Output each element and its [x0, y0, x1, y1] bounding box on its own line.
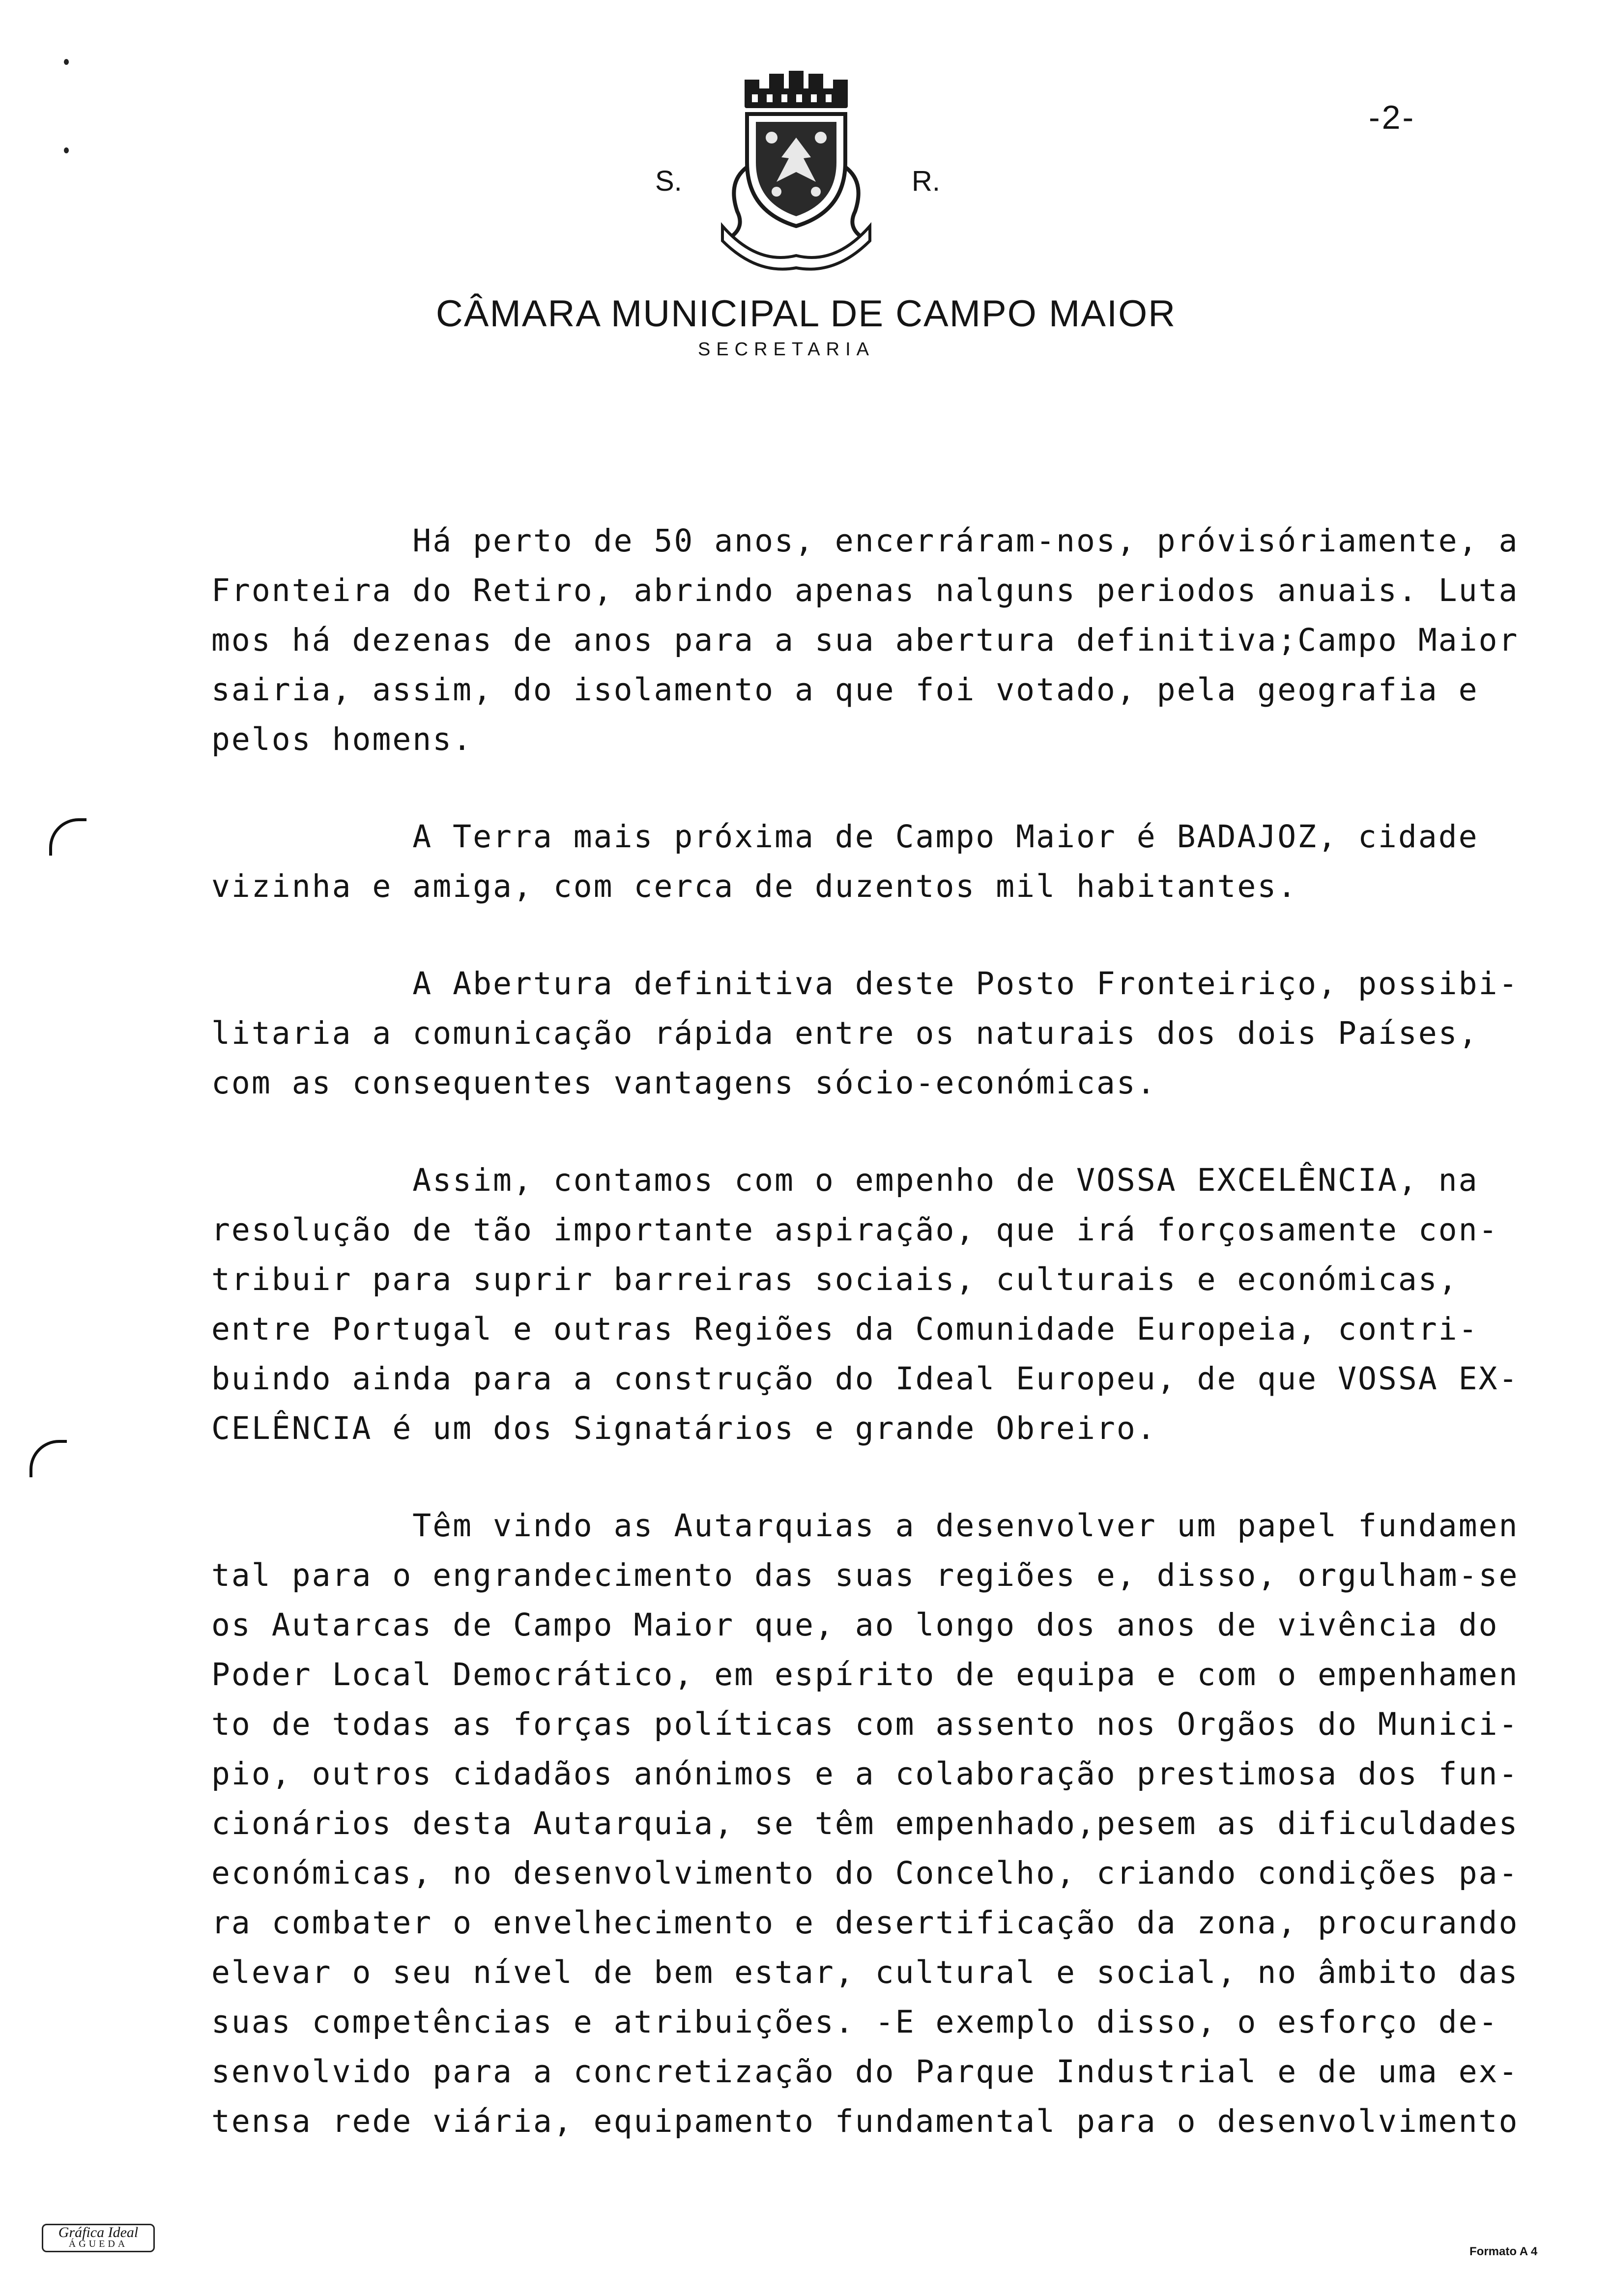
paragraph	[211, 812, 1494, 911]
paragraph	[211, 1501, 1519, 2146]
printer-mark: Gráfica Ideal	[58, 2224, 139, 2240]
text-line: mos há dezenas de anos para a sua abertura definitiva;Campo Maior	[211, 622, 1519, 658]
text-line: A Abertura definitiva deste Posto Fronteiriço, possibi-	[211, 966, 1519, 1002]
text-line: económicas, no desenvolvimento do Concelho, criando condições pa-	[211, 1855, 1519, 1891]
scan-speck	[64, 147, 69, 153]
municipality-name: CÂMARA MUNICIPAL DE CAMPO MAIOR	[435, 293, 1177, 335]
text-line: vizinha e amiga, com cerca de duzentos mil habitantes.	[211, 868, 1298, 904]
text-line: Poder Local Democrático, em espírito de equipa e com o empenhamen	[211, 1657, 1519, 1693]
letter-body	[211, 516, 1519, 2194]
binder-hole-mark	[29, 1440, 67, 1477]
text-line: sairia, assim, do isolamento a que foi votado, pela geografia e	[211, 672, 1479, 708]
printer-logo	[42, 2224, 155, 2252]
text-line: CELÊNCIA é um dos Signatários e grande Obreiro.	[211, 1410, 1157, 1446]
binder-hole-mark	[49, 818, 86, 856]
text-line: tal para o engrandecimento das suas regiões e, disso, orgulham-se	[211, 1557, 1519, 1593]
paragraph	[211, 516, 1519, 764]
text-line: buindo ainda para a construção do Ideal Europeu, de que VOSSA EX-	[211, 1361, 1519, 1397]
printer-town: ÁGUEDA	[68, 2239, 128, 2249]
text-line: senvolvido para a concretização do Parque Industrial e de uma ex-	[211, 2054, 1519, 2090]
text-line: suas competências e atribuições. -E exemplo disso, o esforço de-	[211, 2004, 1499, 2040]
page-number: -2-	[1369, 99, 1416, 136]
paragraph	[211, 959, 1519, 1108]
text-line: Há perto de 50 anos, encerráram-nos, próvisóriamente, a	[211, 523, 1519, 559]
paragraph	[211, 1155, 1519, 1453]
municipal-crest-icon	[698, 69, 894, 275]
text-line: tensa rede viária, equipamento fundamental para o desenvolvimento	[211, 2103, 1519, 2139]
department-name: SECRETARIA	[697, 339, 875, 360]
text-line: ra combater o envelhecimento e desertificação da zona, procurando	[211, 1905, 1519, 1941]
text-line: Assim, contamos com o empenho de VOSSA EXCELÊNCIA, na	[211, 1162, 1479, 1198]
initial-left: S.	[655, 165, 682, 197]
initial-right: R.	[912, 165, 940, 197]
text-line: to de todas as forças políticas com assento nos Orgãos do Munici-	[211, 1706, 1519, 1742]
text-line: entre Portugal e outras Regiões da Comunidade Europeia, contri-	[211, 1311, 1479, 1347]
text-line: cionários desta Autarquia, se têm empenhado,pesem as dificuldades	[211, 1806, 1519, 1841]
text-line: pelos homens.	[211, 721, 473, 757]
text-line: pio, outros cidadãos anónimos e a colaboração prestimosa dos fun-	[211, 1756, 1519, 1792]
text-line: Fronteira do Retiro, abrindo apenas nalguns periodos anuais. Luta	[211, 573, 1519, 608]
text-line: Têm vindo as Autarquias a desenvolver um papel fundamen	[211, 1508, 1519, 1544]
text-line: tribuir para suprir barreiras sociais, culturais e económicas,	[211, 1262, 1459, 1297]
text-line: litaria a comunicação rápida entre os naturais dos dois Países,	[211, 1015, 1479, 1051]
scan-speck	[64, 59, 69, 65]
text-line: com as consequentes vantagens sócio-económicas.	[211, 1065, 1157, 1101]
text-line: resolução de tão importante aspiração, que irá forçosamente con-	[211, 1212, 1499, 1248]
text-line: elevar o seu nível de bem estar, cultural e social, no âmbito das	[211, 1954, 1519, 1990]
text-line: A Terra mais próxima de Campo Maior é BADAJOZ, cidade	[211, 819, 1479, 855]
text-line: os Autarcas de Campo Maior que, ao longo dos anos de vivência do	[211, 1607, 1499, 1643]
paper-format-label: Formato A 4	[1469, 2245, 1538, 2258]
